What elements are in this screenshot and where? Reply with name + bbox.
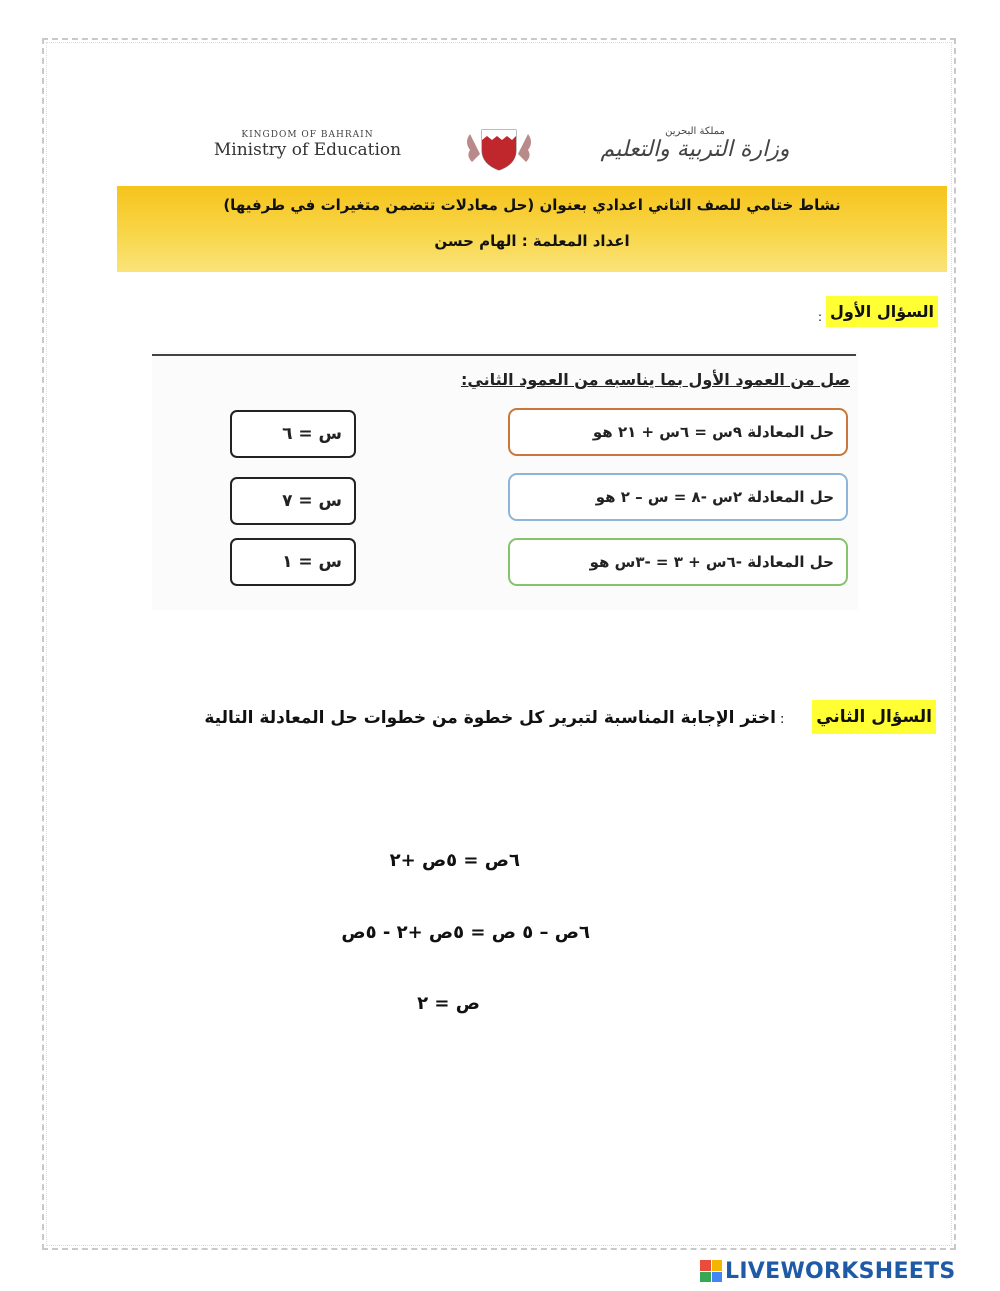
answer-box-1[interactable] bbox=[230, 410, 356, 458]
bahrain-emblem-icon bbox=[462, 124, 536, 172]
liveworksheets-logo-icon bbox=[700, 1260, 722, 1282]
kingdom-text-en: KINGDOM OF BAHRAIN bbox=[241, 130, 374, 140]
brand-text: LIVEWORKSHEETS bbox=[725, 1258, 956, 1284]
question2-colon: : bbox=[780, 712, 785, 727]
matching-instruction: صل من العمود الأول بما يناسبه من العمود الثاني: bbox=[460, 370, 850, 389]
liveworksheets-brand[interactable] bbox=[700, 1258, 956, 1284]
answer-box-2[interactable] bbox=[230, 477, 356, 525]
ministry-logo-ar bbox=[560, 126, 830, 162]
answer-box-3[interactable] bbox=[230, 538, 356, 586]
solution-step-2: ٦ص – ٥ ص = ٥ص +٢ - ٥ص bbox=[341, 922, 590, 943]
answer-text: س = ١ bbox=[282, 552, 342, 572]
title-banner bbox=[117, 186, 947, 272]
equation-box-2[interactable] bbox=[508, 473, 848, 521]
question1-colon: : bbox=[818, 310, 823, 324]
ministry-text-en: Ministry of Education bbox=[213, 140, 402, 160]
answer-text: س = ٧ bbox=[282, 491, 342, 511]
ministry-logo-en bbox=[175, 130, 440, 160]
divider bbox=[152, 354, 856, 356]
solution-step-1: ٦ص = ٥ص +٢ bbox=[389, 850, 520, 871]
worksheet-title: نشاط ختامي للصف الثاني اعدادي بعنوان (حل معادلات تتضمن متغيرات في طرفيها) bbox=[223, 196, 841, 214]
teacher-credit: اعداد المعلمة : الهام حسن bbox=[434, 232, 630, 250]
question2-label: السؤال الثاني bbox=[812, 700, 936, 734]
solution-step-3: ص = ٢ bbox=[417, 993, 480, 1014]
equation-box-1[interactable] bbox=[508, 408, 848, 456]
question1-label: السؤال الأول bbox=[826, 296, 938, 327]
ministry-text-ar: وزارة التربية والتعليم bbox=[600, 137, 790, 162]
equation-text: حل المعادلة ٩س = ٦س + ٢١ هو bbox=[592, 423, 834, 441]
answer-text: س = ٦ bbox=[282, 424, 342, 444]
equation-box-3[interactable] bbox=[508, 538, 848, 586]
equation-text: حل المعادلة -٦س + ٣ = -٣س هو bbox=[589, 553, 834, 571]
question2-instruction: اختر الإجابة المناسبة لتبرير كل خطوة من خطوات حل المعادلة التالية bbox=[204, 708, 776, 728]
equation-text: حل المعادلة ٢س -٨ = س – ٢ هو bbox=[595, 488, 834, 506]
kingdom-text-ar: مملكة البحرين bbox=[665, 126, 725, 137]
